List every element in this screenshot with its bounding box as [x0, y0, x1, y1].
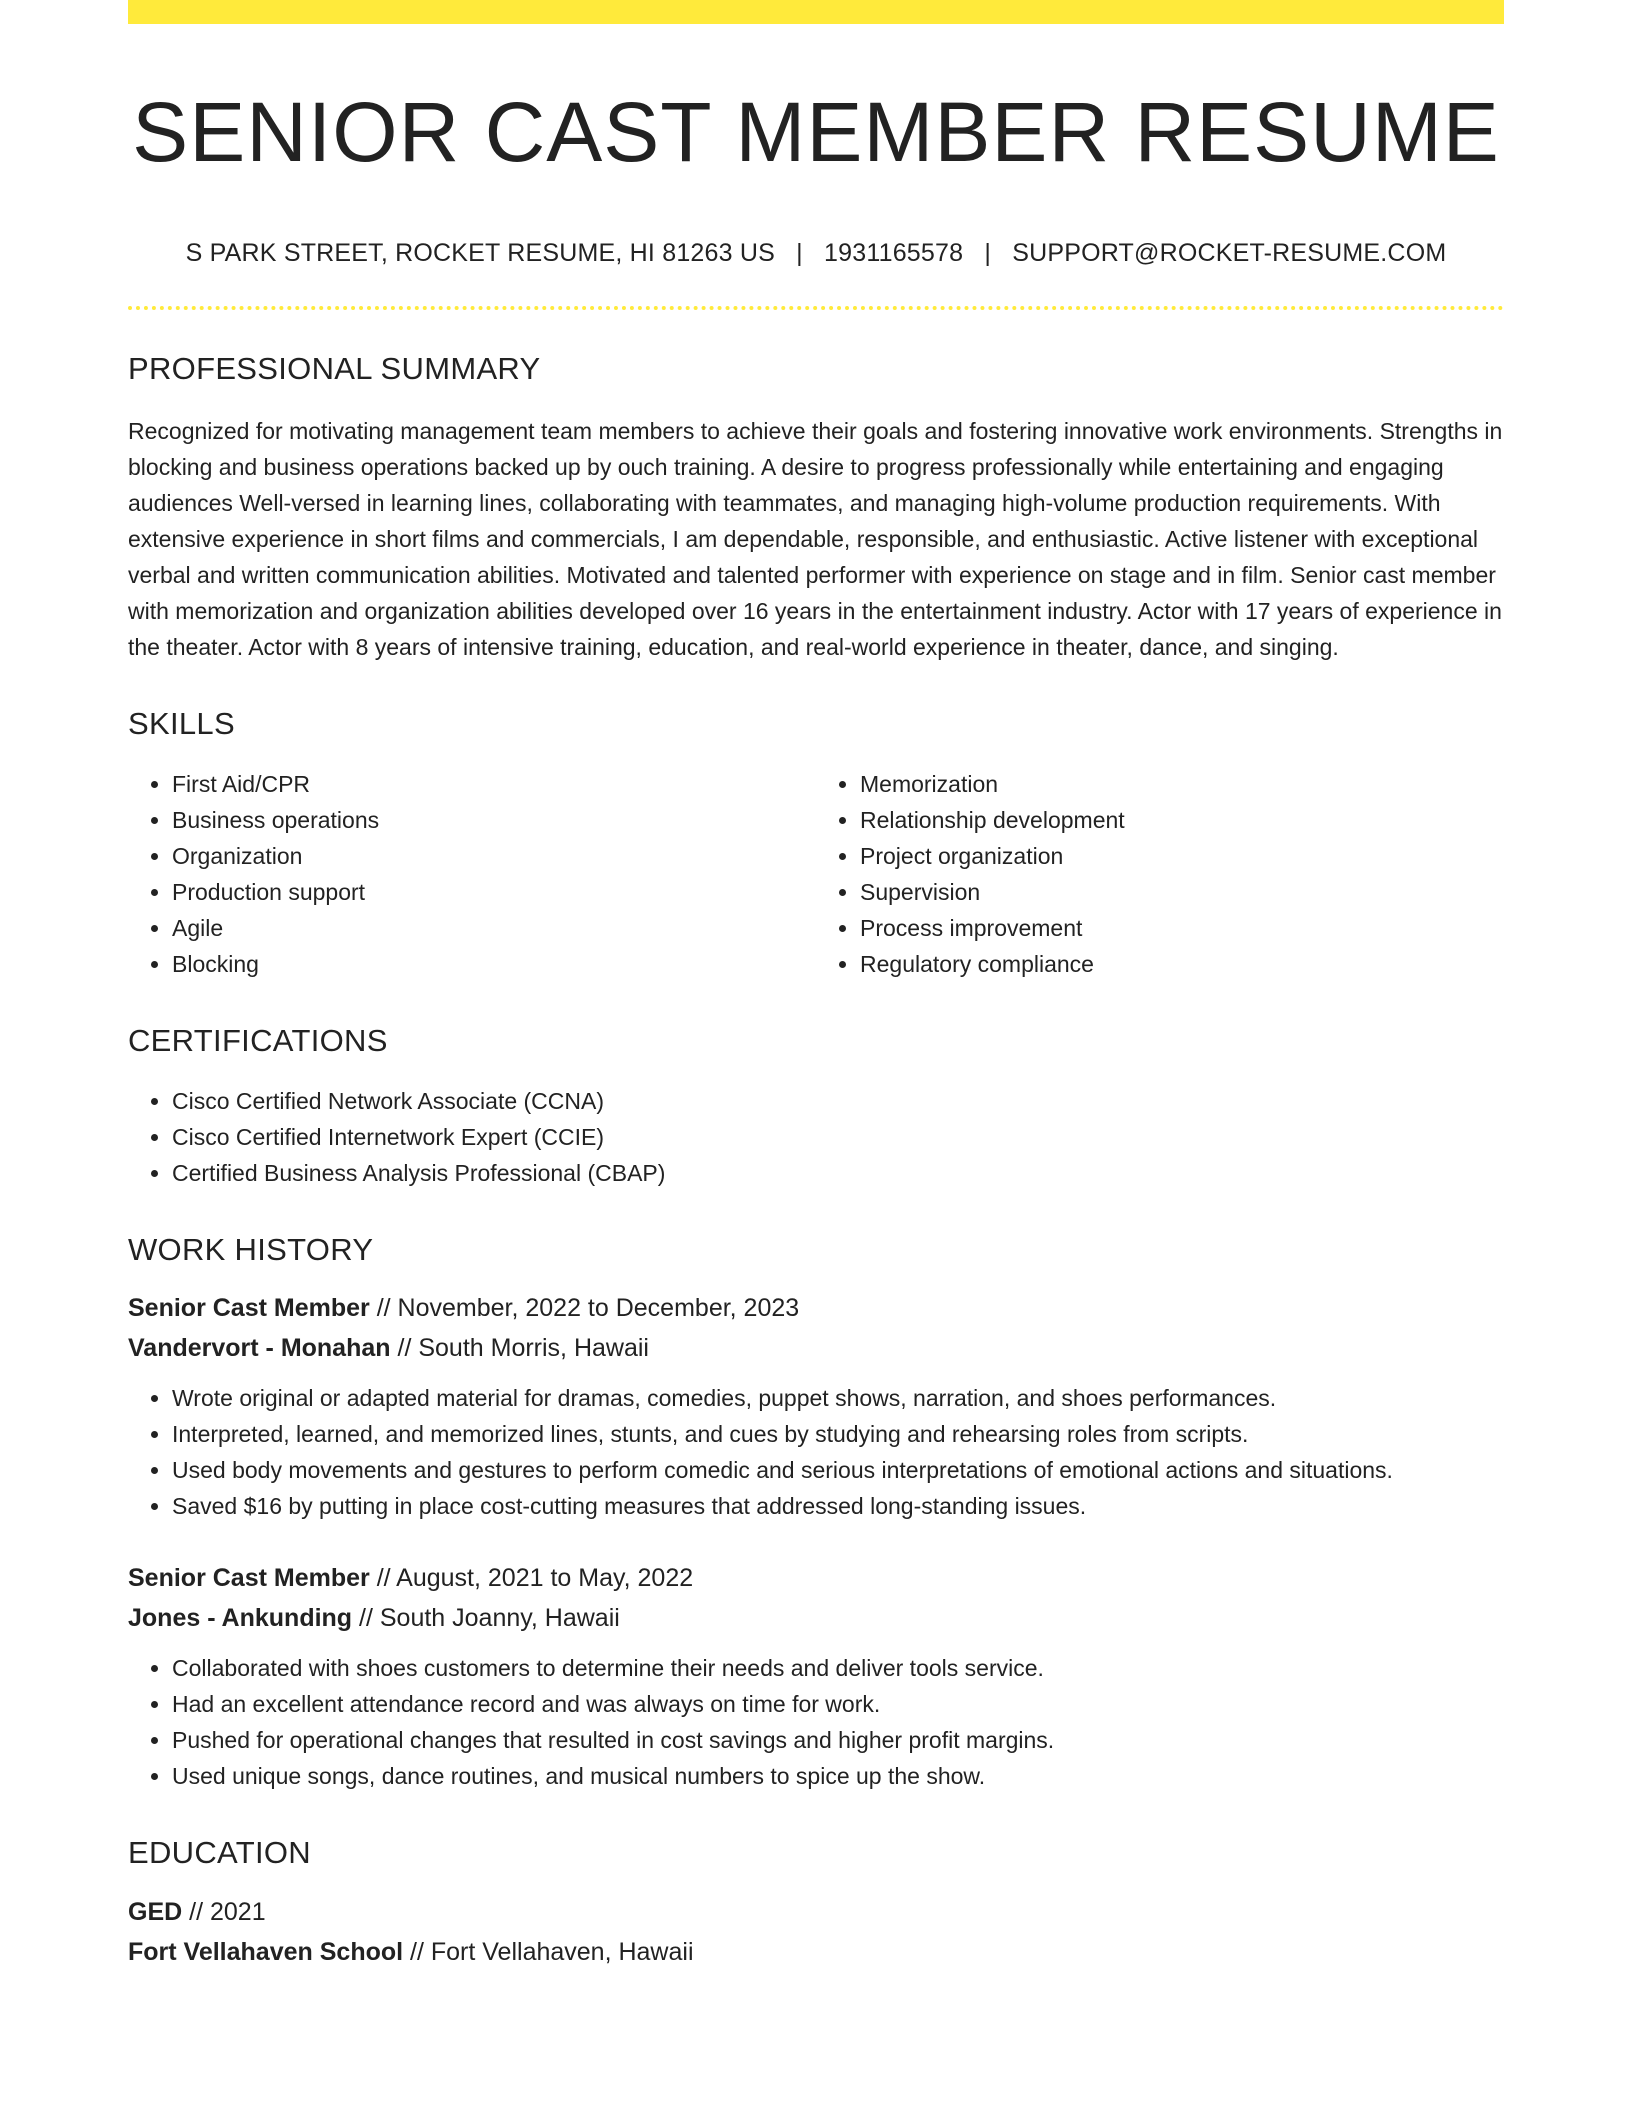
job-bullets — [128, 1650, 1504, 1794]
contact-line — [128, 239, 1504, 268]
education-heading: EDUCATION — [128, 1835, 311, 1871]
skills-heading: SKILLS — [128, 705, 235, 741]
skill-item: • Process improvement — [860, 910, 1504, 946]
job-company: Vandervort - Monahan — [128, 1334, 391, 1363]
job-entry — [128, 1558, 1504, 1794]
job-title: Senior Cast Member — [128, 1564, 370, 1593]
contact-phone: 1931165578 — [824, 238, 964, 267]
job-location: // South Joanny, Hawaii — [359, 1604, 620, 1633]
skills-list-left — [128, 766, 816, 982]
education-school-line — [128, 1932, 1504, 1972]
skill-item: • Agile — [172, 910, 816, 946]
contact-separator: | — [796, 238, 803, 267]
contact-email: SUPPORT@ROCKET-RESUME.COM — [1012, 238, 1447, 267]
dotted-divider — [128, 306, 1504, 310]
job-bullets — [128, 1380, 1504, 1524]
contact-address: S PARK STREET, ROCKET RESUME, HI 81263 US — [185, 238, 776, 267]
certifications-heading: CERTIFICATIONS — [128, 1022, 388, 1058]
job-company-line — [128, 1328, 1504, 1368]
skill-item: • Production support — [172, 874, 816, 910]
education-degree: GED — [128, 1897, 183, 1926]
job-dates: // August, 2021 to May, 2022 — [376, 1564, 694, 1593]
job-title-line — [128, 1288, 1504, 1328]
summary-text: Recognized for motivating management team members to achieve their goals and fostering innovative work environments. Strengths in blocking and business operations backed up by ouch training. A desire to progress professionally while entertaining and engaging audiences Well-versed in learning lines, collaborating with teammates, and managing high-volume production requirements. With extensive experience in short films and commercials, I am dependable, responsible, and enthusiastic. Active listener with exceptional verbal and written communication abilities. Motivated and talented performer with experience on stage and in film. Senior cast member with memorization and organization abilities developed over 16 years in the entertainment industry. Actor with 17 years of experience in the theater. Actor with 8 years of intensive training, education, and real-world experience in theater, dance, and singing. — [128, 417, 1503, 660]
certification-item: • Cisco Certified Network Associate (CCNA) — [172, 1083, 1504, 1119]
skill-item: • Memorization — [860, 766, 1504, 802]
contact-separator: | — [984, 238, 992, 267]
certification-item: • Cisco Certified Internetwork Expert (CCIE) — [172, 1119, 1504, 1155]
skill-item: • Relationship development — [860, 802, 1504, 838]
job-bullet: • Collaborated with shoes customers to determine their needs and deliver tools service. — [172, 1650, 1504, 1686]
skill-item: • Supervision — [860, 874, 1504, 910]
skill-item: • Business operations — [172, 802, 816, 838]
education-year: // 2021 — [189, 1897, 266, 1926]
resume-page — [128, 0, 1504, 1972]
job-dates: // November, 2022 to December, 2023 — [376, 1294, 800, 1323]
education-school: Fort Vellahaven School — [128, 1937, 404, 1966]
skill-item: • First Aid/CPR — [172, 766, 816, 802]
skill-item: • Project organization — [860, 838, 1504, 874]
accent-top-bar — [128, 0, 1504, 24]
work-history-heading: WORK HISTORY — [128, 1232, 374, 1268]
education-location: // Fort Vellahaven, Hawaii — [410, 1937, 694, 1966]
skill-item: • Blocking — [172, 946, 816, 982]
skills-columns — [128, 766, 1504, 982]
skill-item: • Organization — [172, 838, 816, 874]
job-bullet: • Pushed for operational changes that resulted in cost savings and higher profit margins. — [172, 1722, 1504, 1758]
education-degree-line — [128, 1892, 1504, 1932]
job-company-line — [128, 1598, 1504, 1638]
skill-item: • Regulatory compliance — [860, 946, 1504, 982]
job-bullet: • Wrote original or adapted material for dramas, comedies, puppet shows, narration, and shoes performances. — [172, 1380, 1504, 1416]
job-bullet: • Used body movements and gestures to perform comedic and serious interpretations of emotional actions and situations. — [172, 1452, 1504, 1488]
job-bullet: • Saved $16 by putting in place cost-cutting measures that addressed long-standing issues. — [172, 1488, 1504, 1524]
job-title-line — [128, 1558, 1504, 1598]
resume-title: SENIOR CAST MEMBER RESUME — [132, 85, 1500, 179]
summary-heading: PROFESSIONAL SUMMARY — [128, 350, 541, 386]
job-entry — [128, 1288, 1504, 1524]
job-bullet: • Used unique songs, dance routines, and musical numbers to spice up the show. — [172, 1758, 1504, 1794]
job-company: Jones - Ankunding — [128, 1604, 353, 1633]
job-location: // South Morris, Hawaii — [397, 1334, 649, 1363]
skills-list-right — [816, 766, 1504, 982]
job-title: Senior Cast Member — [128, 1294, 370, 1323]
education-entry — [128, 1892, 1504, 1972]
job-bullet: • Interpreted, learned, and memorized lines, stunts, and cues by studying and rehearsing roles from scripts. — [172, 1416, 1504, 1452]
job-bullet: • Had an excellent attendance record and was always on time for work. — [172, 1686, 1504, 1722]
certification-item: • Certified Business Analysis Professional (CBAP) — [172, 1155, 1504, 1191]
certifications-list — [128, 1083, 1504, 1191]
